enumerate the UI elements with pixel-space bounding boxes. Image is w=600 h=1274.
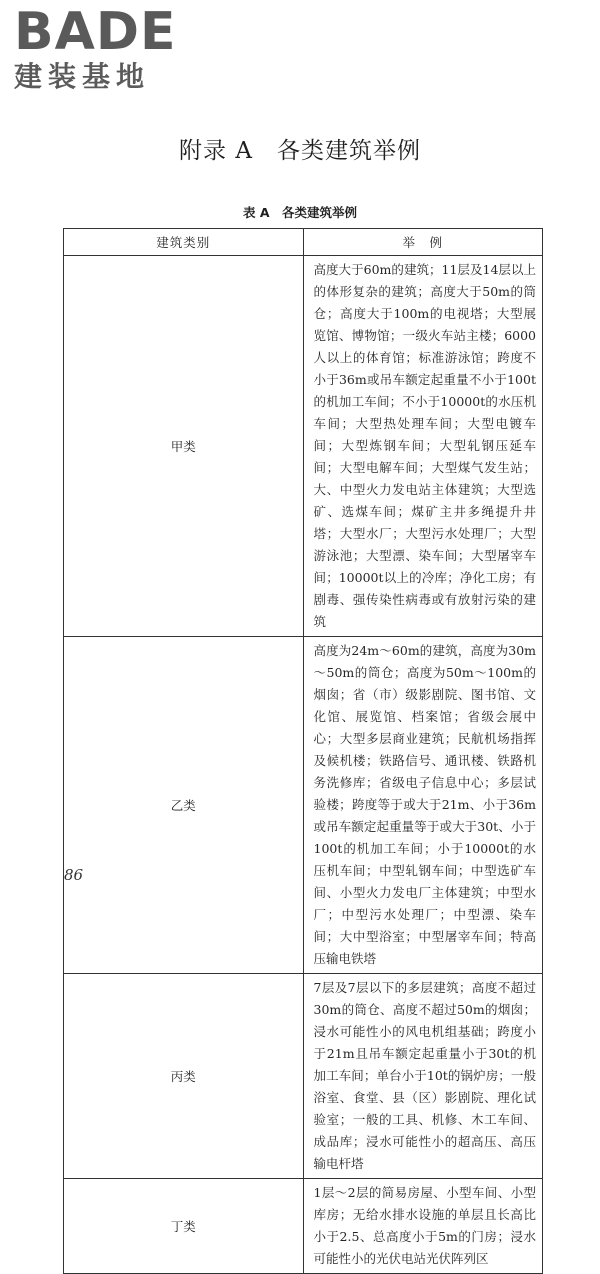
table-row [64, 256, 543, 637]
category-cell: 乙类 [64, 637, 304, 974]
logo [14, 2, 184, 94]
page-number: 86 [64, 866, 84, 884]
examples-cell: 7层及7层以下的多层建筑；高度不超过30m的筒仓、高度不超过50m的烟囱；浸水可能性小的风电机组基础；跨度小于21m且吊车额定起重量小于30t的机加工车间；单台小于10t的锅炉房；一般浴室、食堂、县（区）影剧院、理化试验室；一般的工具、机修、木工车间、成品库；浸水可能性小的超高压、高压输电杆塔 [303, 974, 543, 1179]
logo-subtitle: 建装基地 [14, 60, 151, 93]
table-header-row [64, 229, 543, 256]
category-cell: 丁类 [64, 1179, 304, 1274]
header-category: 建筑类别 [64, 229, 304, 256]
logo-mark: BADE [14, 2, 177, 62]
table-row [64, 974, 543, 1179]
building-examples-table [63, 228, 543, 1274]
table-caption: 表 A 各类建筑举例 [242, 205, 358, 220]
table-row [64, 637, 543, 974]
examples-cell: 高度大于60m的建筑；11层及14层以上的体形复杂的建筑；高度大于50m的筒仓；高度大于100m的电视塔；大型展览馆、博物馆；一级火车站主楼；6000人以上的体育馆；标准游泳馆；跨度不小于36m或吊车额定起重量不小于100t的机加工车间；不小于10000t的水压机车间；大型热处理车间；大型电镀车间；大型炼钢车间；大型轧钢压延车间；大型电解车间；大型煤气发生站；大、中型火力发电站主体建筑；大型选矿、选煤车间；煤矿主井多绳提升井塔；大型水厂；大型污水处理厂；大型游泳池；大型漂、染车间；大型屠宰车间；10000t以上的冷库；净化工房；有剧毒、强传染性病毒或有放射污染的建筑 [303, 256, 543, 637]
examples-cell: 高度为24m～60m的建筑，高度为30m～50m的筒仓；高度为50m～100m的烟囱；省（市）级影剧院、图书馆、文化馆、展览馆、档案馆；省级会展中心；大型多层商业建筑；民航机场指挥及候机楼；铁路信号、通讯楼、铁路机务洗修库；省级电子信息中心；多层试验楼；跨度等于或大于21m、小于36m或吊车额定起重量等于或大于30t、小于100t的机加工车间；小于10000t的水压机车间；中型轧钢车间；中型选矿车间、小型火力发电厂主体建筑；中型水厂；中型污水处理厂；中型漂、染车间；大中型浴室；中型屠宰车间；特高压输电铁塔 [303, 637, 543, 974]
header-examples: 举 例 [303, 229, 543, 256]
table-row [64, 1179, 543, 1274]
appendix-title: 附录 A 各类建筑举例 [179, 138, 421, 164]
category-cell: 甲类 [64, 256, 304, 637]
category-cell: 丙类 [64, 974, 304, 1179]
examples-cell: 1层～2层的简易房屋、小型车间、小型库房；无给水排水设施的单层且长高比小于2.5、总高度小于5m的门房；浸水可能性小的光伏电站光伏阵列区 [303, 1179, 543, 1274]
